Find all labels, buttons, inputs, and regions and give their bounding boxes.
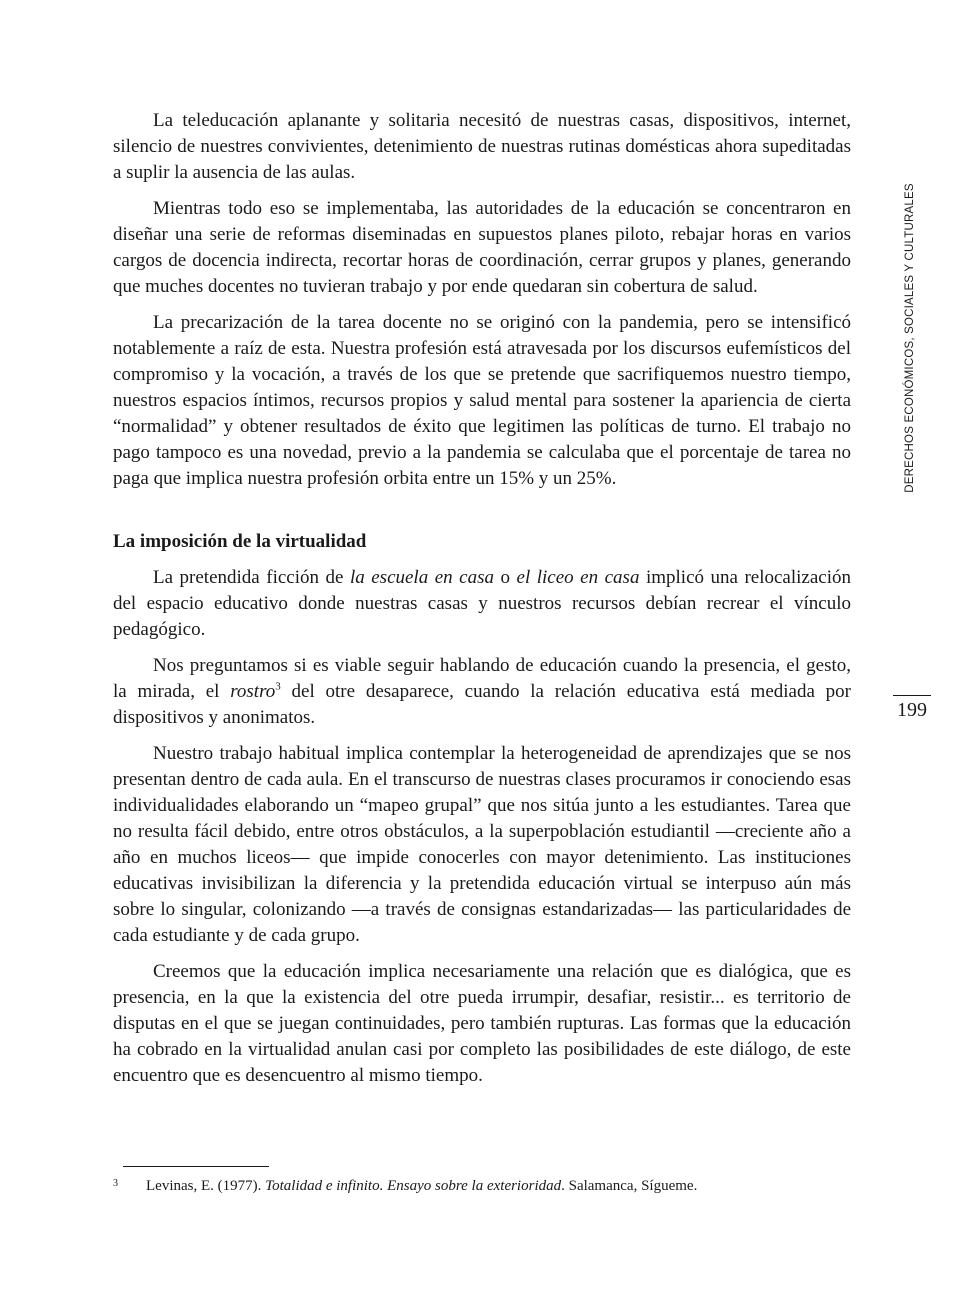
footnote-book-title: Totalidad e infinito. Ensayo sobre la exterioridad <box>265 1178 562 1194</box>
footnote-mark: 3 <box>113 1178 118 1189</box>
p4-text-c: o <box>494 567 517 588</box>
footnote-text <box>146 1176 697 1196</box>
p4-italic-liceo: el liceo en casa <box>516 567 640 588</box>
p5-text-c: del otre desaparece, cuando la relación educativa está mediada por dispositivos y anonimatos. <box>113 681 851 728</box>
section-heading: La imposición de la virtualidad <box>113 531 367 552</box>
footnote-reference[interactable]: 3 <box>275 680 281 693</box>
footnote-divider <box>123 1166 269 1167</box>
footnote-text-a: Levinas, E. (1977). <box>146 1178 266 1194</box>
paragraph-2: Mientras todo eso se implementaba, las autoridades de la educación se concentraron en diseñar una serie de reformas diseminadas en supuestos planes piloto, rebajar horas en varios cargos de docencia indirecta, recortar horas de coordinación, cerrar grupos y planes, generando que muches docentes no tuvieran trabajo y por ende quedaran sin cobertura de salud. <box>113 198 851 297</box>
p5-italic-rostro: rostro <box>230 681 276 702</box>
paragraph-5 <box>113 653 851 731</box>
p5-text-a: Nos preguntamos si es viable seguir hablando de educación cuando la presencia, el gesto, la mirada, el <box>113 655 851 702</box>
running-head-vertical: DERECHOS ECONÓMICOS, SOCIALES Y CULTURALES <box>904 183 916 493</box>
paragraph-3: La precarización de la tarea docente no se originó con la pandemia, pero se intensificó notablemente a raíz de esta. Nuestra profesión está atravesada por los discursos eufemísticos del compromiso y la vocación, a través de los que se pretende que sacrifiquemos nuestro tiempo, nuestros espacios íntimos, recursos propios y salud mental para sostener la apariencia de cierta “normalidad” y obtener resultados de éxito que legitimen las políticas de turno. El trabajo no pago tampoco es una novedad, previo a la pandemia se calculaba que el porcentaje de tarea no paga que implica nuestra profesión orbita entre un 15% y un 25%. <box>113 312 851 489</box>
page-number: 199 <box>893 695 931 724</box>
p4-text-e: implicó una relocalización del espacio educativo donde nuestras casas y nuestros recursos debían recrear el vínculo pedagógico. <box>113 567 852 640</box>
paragraph-1: La teleducación aplanante y solitaria necesitó de nuestras casas, dispositivos, internet, silencio de nuestres convivientes, detenimiento de nuestras rutinas domésticas ahora supeditadas a suplir la ausencia de las aulas. <box>113 110 851 183</box>
paragraph-4 <box>113 565 851 643</box>
body-text <box>113 108 851 1099</box>
p4-italic-escuela: la escuela en casa <box>349 567 494 588</box>
footnote-text-c: . Salamanca, Sígueme. <box>561 1178 698 1194</box>
p4-text-a: La pretendida ficción de <box>153 567 350 588</box>
paragraph-7: Creemos que la educación implica necesariamente una relación que es dialógica, que es presencia, en la que la existencia del otre pueda irrumpir, desafiar, resistir... es territorio de disputas en el que se juegan continuidades, pero también rupturas. Las formas que la educación ha cobrado en la virtualidad anulan casi por completo las posibilidades de este diálogo, de este encuentro que es desencuentro al mismo tiempo. <box>113 961 851 1086</box>
paragraph-6: Nuestro trabajo habitual implica contemplar la heterogeneidad de aprendizajes que se nos presentan dentro de cada aula. En el transcurso de nuestras clases procuramos ir conociendo esas individualidades elaborando un “mapeo grupal” que nos sitúa junto a les estudiantes. Tarea que no resulta fácil debido, entre otros obstáculos, a la superpoblación estudiantil —creciente año a año en muchos liceos— que impide conocerles con mayor detenimiento. Las instituciones educativas invisibilizan la diferencia y la pretendida educación virtual se interpuso aún más sobre lo singular, colonizando —a través de consignas estandarizadas— las particularidades de cada estudiante y de cada grupo. <box>113 743 851 946</box>
